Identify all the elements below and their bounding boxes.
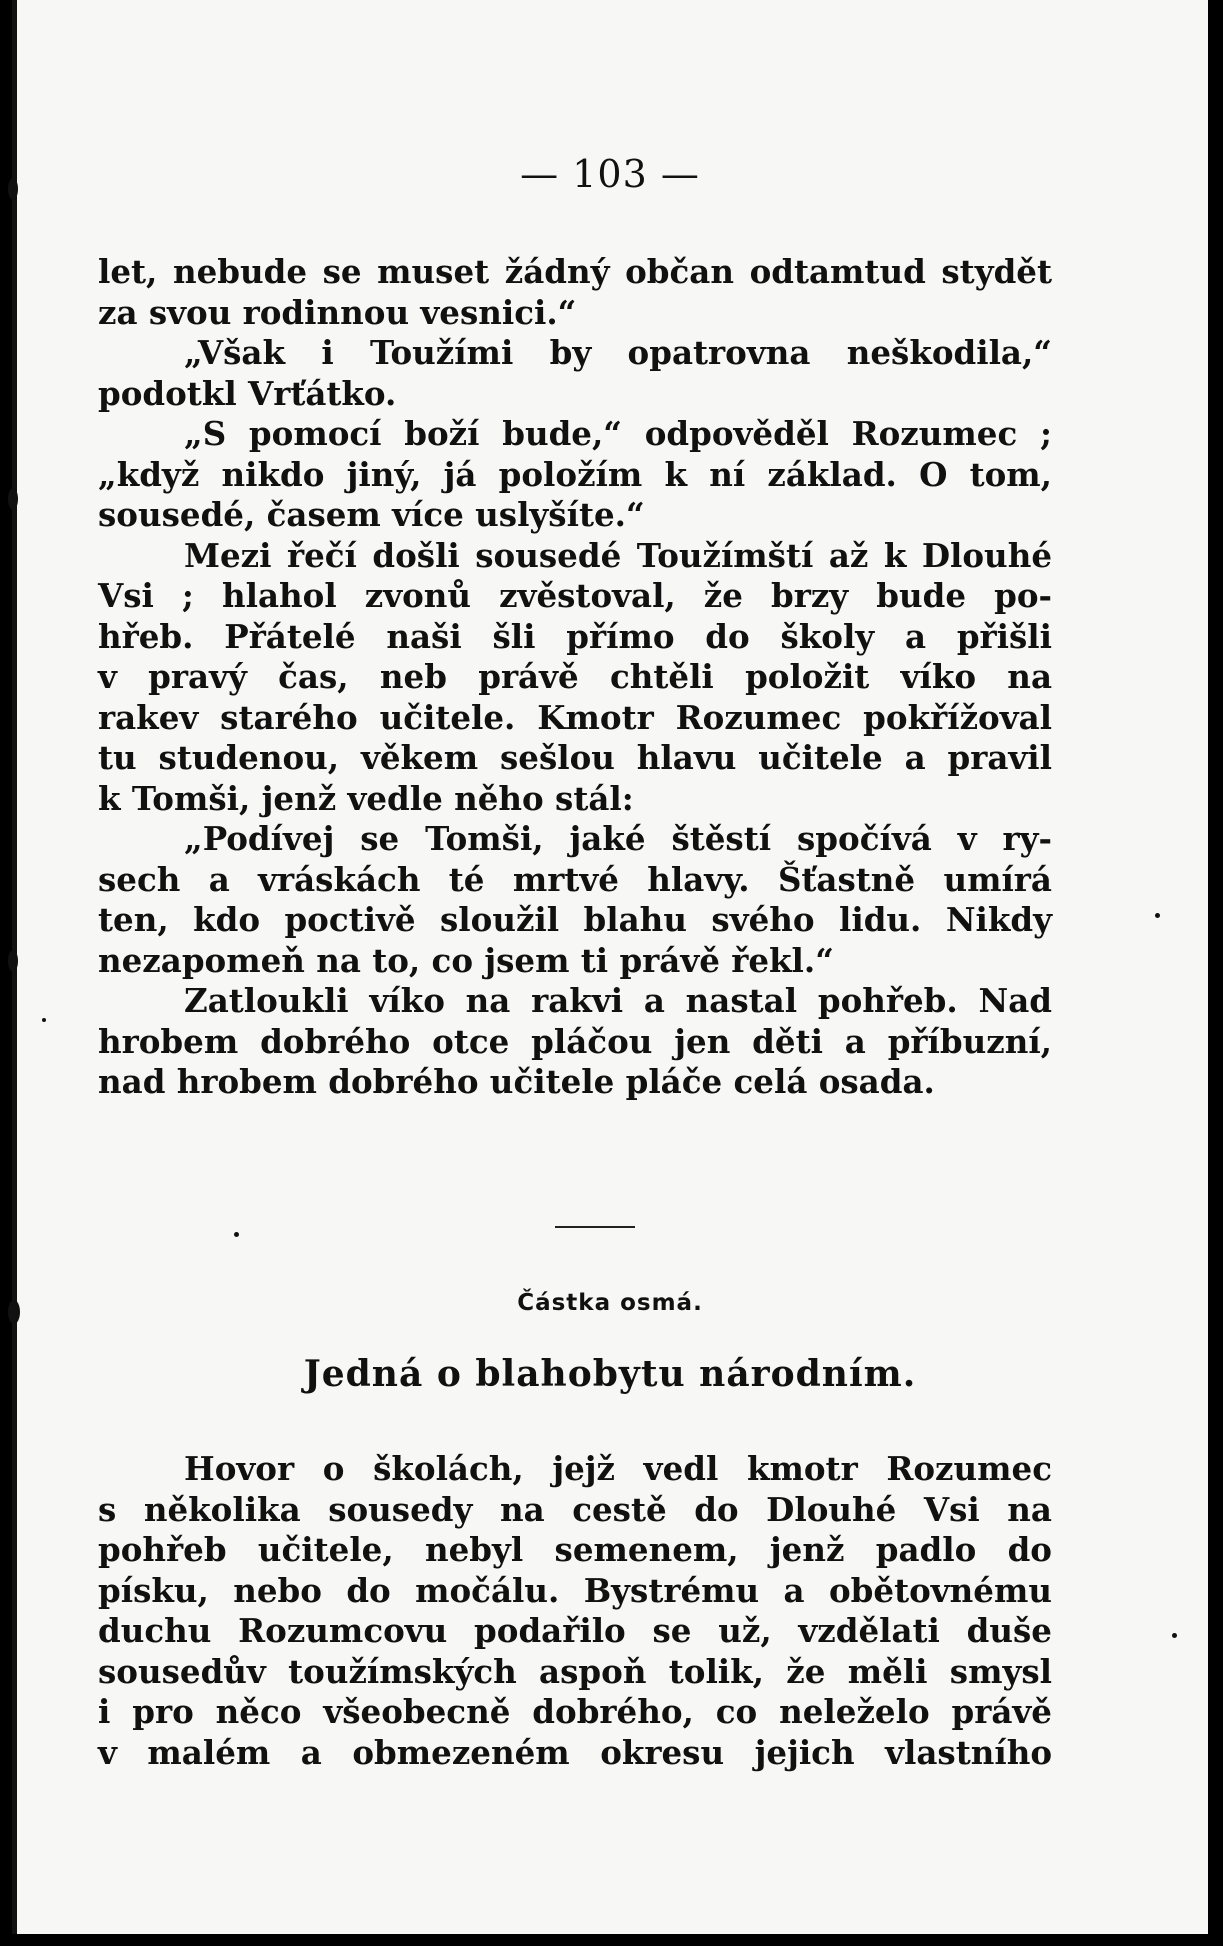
text-line: sech a vráskách té mrtvé hlavy. Šťastně umírá xyxy=(98,859,1052,899)
text-line: let, nebude se muset žádný občan odtamtud stydět xyxy=(98,252,1052,291)
text-line: sousedé, časem více uslyšíte.“ xyxy=(98,495,645,534)
binding-mark xyxy=(8,488,18,510)
ink-speck xyxy=(1172,1633,1177,1638)
ink-speck xyxy=(42,1018,46,1022)
text-line: „S pomocí boží bude,“ odpověděl Rozumec ; xyxy=(184,414,1052,453)
text-line: Vsi ; hlahol zvonů zvěstoval, že brzy bude po- xyxy=(98,576,1052,615)
text-line: „Však i Toužími by opatrovna neškodila,“ xyxy=(184,333,1052,372)
text-line: podotkl Vrťátko. xyxy=(98,373,397,413)
text-line: s několika sousedy na cestě do Dlouhé Vsi na xyxy=(98,1489,1052,1529)
ink-speck xyxy=(1155,913,1160,918)
text-line: za svou rodinnou vesnici.“ xyxy=(98,292,577,332)
text-line: „Podívej se Tomši, jaké štěstí spočívá v ry- xyxy=(184,819,1052,858)
text-line: duchu Rozumcovu podařilo se už, vzdělati duše xyxy=(98,1611,1052,1650)
text-line: i pro něco všeobecně dobrého, co neleželo právě xyxy=(98,1692,1052,1731)
text-line: Zatloukli víko na rakvi a nastal pohřeb. Nad xyxy=(184,981,1052,1020)
text-line: tu studenou, věkem sešlou hlavu učitele a pravil xyxy=(98,738,1052,777)
text-line: nezapomeň na to, co jsem ti právě řekl.“ xyxy=(98,940,834,980)
text-line: v malém a obmezeném okresu jejich vlastního xyxy=(98,1732,1052,1772)
text-line: hrobem dobrého otce pláčou jen děti a příbuzní, xyxy=(98,1021,1052,1061)
ink-speck xyxy=(234,1232,239,1237)
section-label: Částka osmá. xyxy=(517,1290,703,1316)
text-line: Hovor o školách, jejž vedl kmotr Rozumec xyxy=(184,1449,1052,1488)
text-line: ten, kdo poctivě sloužil blahu svého lidu. Nikdy xyxy=(98,900,1052,939)
page-number: — 103 — xyxy=(520,152,700,196)
text-line: sousedův toužímských aspoň tolik, že měli smysl xyxy=(98,1651,1052,1691)
text-line: „když nikdo jiný, já položím k ní základ. O tom, xyxy=(98,454,1052,494)
text-line: k Tomši, jenž vedle něho stál: xyxy=(98,778,634,818)
text-line: v pravý čas, neb právě chtěli položit víko na xyxy=(98,657,1052,696)
text-line: hřeb. Přátelé naši šli přímo do školy a přišli xyxy=(98,616,1052,656)
text-line: Mezi řečí došli sousedé Toužímští až k Dlouhé xyxy=(184,535,1052,575)
book-page xyxy=(12,0,1208,1934)
text-line: pohřeb učitele, nebyl semenem, jenž padlo do xyxy=(98,1530,1052,1569)
text-line: písku, nebo do močálu. Bystrému a obětovnému xyxy=(98,1570,1052,1610)
body-text-bottom xyxy=(98,1449,1052,1773)
section-title: Jedná o blahobytu národním. xyxy=(303,1353,917,1395)
binding-mark xyxy=(8,950,18,972)
text-line: nad hrobem dobrého učitele pláče celá osada. xyxy=(98,1062,935,1101)
section-divider xyxy=(555,1226,635,1228)
text-line: rakev starého učitele. Kmotr Rozumec pokřížoval xyxy=(98,697,1052,737)
body-text-top xyxy=(98,252,1052,1103)
